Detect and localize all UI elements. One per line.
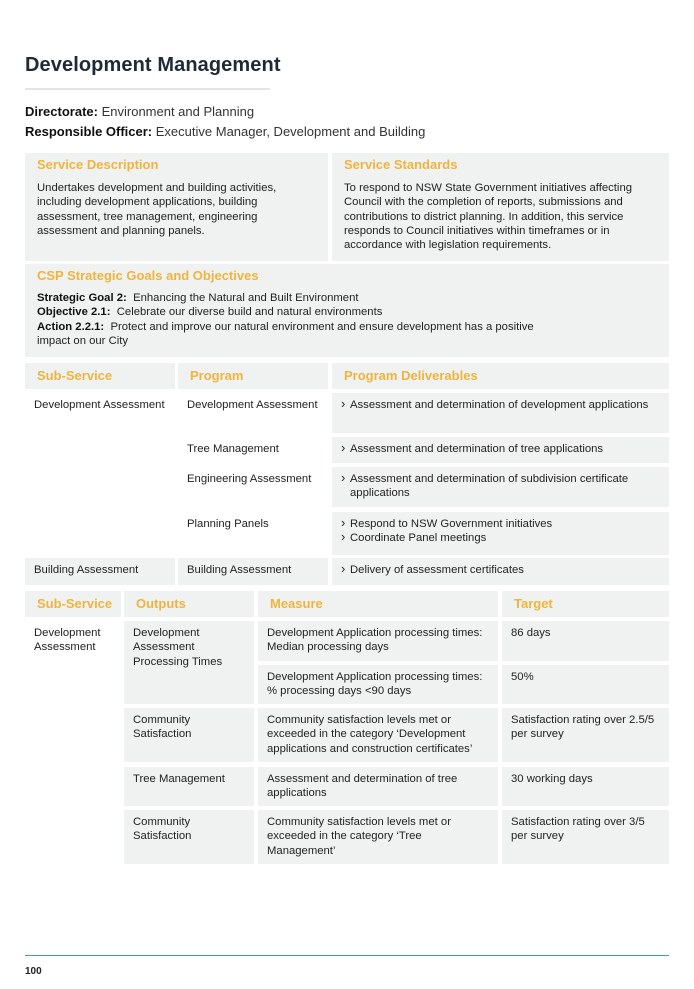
directorate-label: Directorate:	[25, 104, 98, 119]
deliverable-item: › Coordinate Panel meetings	[341, 531, 661, 545]
target-cell: 50%	[502, 665, 669, 704]
deliverable-item: › Delivery of assessment certificates	[341, 563, 661, 577]
program-cell: Development Assessment	[187, 399, 318, 411]
program-sub-service-building-assessment: Building Assessment	[25, 558, 175, 585]
responsible-officer-value: Executive Manager, Development and Building	[155, 124, 426, 139]
strategic-goal-line	[37, 291, 659, 305]
measures-header-target: Target	[502, 591, 669, 617]
deliverables-cell	[332, 558, 669, 585]
service-description-box	[25, 153, 328, 261]
csp-body	[37, 291, 659, 348]
page-number: 100	[25, 966, 42, 977]
strategic-goal-text: Enhancing the Natural and Built Environment	[133, 292, 359, 304]
strategic-goal-label: Strategic Goal 2:	[37, 292, 127, 304]
service-description-text: Undertakes development and building activities, including development applications, building assessment, tree management, engineering assessment and planning panels.	[37, 182, 277, 237]
objective-label: Objective 2.1:	[37, 306, 111, 319]
measures-sub-service-development-assessment: Development Assessment	[34, 627, 101, 654]
responsible-officer-label: Responsible Officer:	[25, 124, 153, 139]
directorate-value: Environment and Planning	[101, 104, 255, 119]
measure-cell: Community satisfaction levels met or exceeded in the category ‘Tree Management’	[258, 810, 498, 864]
deliverables-cell	[332, 467, 669, 507]
measure-cell: Assessment and determination of tree applications	[258, 767, 498, 806]
program-header-program: Program	[178, 363, 328, 389]
deliverable-item: › Assessment and determination of subdivision certificate applications	[341, 472, 661, 501]
program-cell: Planning Panels	[187, 518, 269, 530]
deliverable-item: › Assessment and determination of development applications	[341, 398, 661, 412]
measure-cell: Development Application processing times: Median processing days	[258, 621, 498, 661]
service-standards-text: To respond to NSW State Government initiatives affecting Council with the completion of reports, submissions and contributions to district planning. In addition, this service responds to Council initiatives within timeframes or in accordance with legislation requirements.	[344, 182, 633, 252]
action-text: Protect and improve our natural environment and ensure development has a positive impact on our City	[37, 320, 534, 347]
target-cell: Satisfaction rating over 3/5 per survey	[502, 810, 669, 864]
measure-cell: Development Application processing times: % processing days <90 days	[258, 665, 498, 704]
page-title: Development Management	[25, 54, 281, 76]
responsible-officer-line	[25, 124, 425, 139]
csp-goals-box	[25, 264, 669, 357]
action-label: Action 2.2.1:	[37, 320, 105, 333]
objective-text: Celebrate our diverse build and natural environments	[116, 306, 383, 319]
program-cell: Engineering Assessment	[187, 473, 312, 485]
measure-cell: Community satisfaction levels met or exceeded in the category ‘Development applications and construction certificates’	[258, 708, 498, 762]
csp-heading: CSP Strategic Goals and Objectives	[37, 268, 259, 283]
title-divider	[25, 88, 270, 90]
objective-line	[37, 305, 659, 319]
service-standards-box	[332, 153, 669, 261]
deliverables-cell	[332, 393, 669, 433]
program-header-sub-service: Sub-Service	[25, 363, 175, 389]
program-sub-service-development-assessment: Development Assessment	[34, 399, 165, 411]
target-cell: Satisfaction rating over 2.5/5 per survey	[502, 708, 669, 762]
program-cell: Tree Management	[187, 443, 279, 455]
output-cell: Community Satisfaction	[124, 708, 254, 762]
action-line	[37, 320, 659, 349]
directorate-line	[25, 104, 254, 119]
deliverable-item: › Assessment and determination of tree applications	[341, 442, 661, 456]
program-header-deliverables: Program Deliverables	[332, 363, 669, 389]
measures-header-sub-service: Sub-Service	[25, 591, 121, 617]
deliverable-item: › Respond to NSW Government initiatives	[341, 517, 661, 531]
target-cell: 86 days	[502, 621, 669, 661]
measures-header-outputs: Outputs	[124, 591, 254, 617]
output-cell: Development Assessment Processing Times	[124, 621, 254, 704]
target-cell: 30 working days	[502, 767, 669, 806]
deliverables-cell	[332, 512, 669, 555]
output-cell: Community Satisfaction	[124, 810, 254, 864]
service-standards-heading: Service Standards	[344, 157, 458, 172]
output-cell: Tree Management	[124, 767, 254, 806]
deliverables-cell	[332, 437, 669, 463]
footer-divider	[25, 955, 669, 956]
measures-header-measure: Measure	[258, 591, 498, 617]
service-description-heading: Service Description	[37, 157, 159, 172]
program-cell: Building Assessment	[178, 558, 328, 585]
